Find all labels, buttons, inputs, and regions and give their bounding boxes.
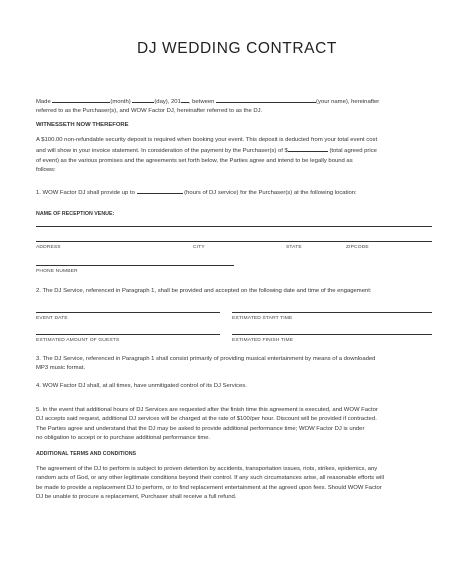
made-blank[interactable] [52,96,110,103]
clause-2: 2. The DJ Service, referenced in Paragraph 1, shall be provided and accepted on the following date and time of the engagement: [36,288,372,294]
clause-5-line-3: The Parties agree and understand that the DJ may be asked to provide additional performance time; WOW Factor DJ is under [36,425,365,432]
total-price-blank[interactable] [288,145,328,152]
clause-1-end: (hours of DJ service) for the Purchaser(s) at the following location: [184,190,357,196]
made-label: Made [36,99,51,105]
year-blank[interactable] [181,96,189,103]
additional-line-2: random acts of God, or any other legitimate conditions beyond their control. If any such circumstances arise, all reasonable efforts will [36,475,384,482]
finish-time-label: ESTIMATED FINISH TIME [232,338,294,343]
clause-5-line-1: 5. In the event that additional hours of DJ Services are requested after the finish time this agreement is executed, and WOW Factor [36,407,378,413]
total-price-label: (total agreed price [329,148,377,155]
address-line[interactable] [36,241,432,242]
start-time-line[interactable] [232,312,432,313]
clause-3-line-1: 3. The DJ Service, referenced in Paragraph 1 shall consist primarily of providing musical entertainment by means of a downloaded [36,356,376,362]
clause-1-start: 1. WOW Factor DJ shall provide up to [36,190,135,196]
finish-time-line[interactable] [232,334,432,335]
additional-terms-heading: ADDITIONAL TERMS AND CONDITIONS [36,451,137,457]
clause-1 [36,187,440,198]
guests-line[interactable] [36,334,220,335]
witnesseth-heading: WITNESSETH NOW THEREFORE [36,122,129,128]
venue-name-line[interactable] [36,226,432,227]
additional-line-1: The agreement of the DJ to perform is subject to proven detention by accidents, transportation issues, riots, strikes, epidemics, any [36,466,378,472]
guests-label: ESTIMATED AMOUNT OF GUESTS [36,338,120,343]
intro-line-2: referred to as the Purchaser(s), and WOW Factor DJ, hereinafter referred to as the DJ. [36,108,263,115]
zipcode-label: ZIPCODE [346,245,369,250]
phone-line[interactable] [36,265,234,266]
day-blank[interactable] [132,96,154,103]
deposit-paragraph [36,136,440,175]
your-name-label: (your name), hereinafter [316,99,380,105]
address-label: ADDRESS [36,245,61,250]
state-label: STATE [286,245,302,250]
clause-5 [36,406,440,443]
start-time-label: ESTIMATED START TIME [232,316,293,321]
clause-4: 4. WOW Factor DJ shall, at all times, have unmitigated control of its DJ Services. [36,383,247,389]
month-label: (month) [110,99,131,105]
hours-blank[interactable] [137,187,183,194]
event-date-line[interactable] [36,312,220,313]
event-date-label: EVENT DATE [36,316,68,321]
deposit-line-4: follows: [36,166,56,173]
additional-terms [36,465,440,502]
deposit-line-1: A $100.00 non-refundable security deposit is required when booking your event. This deposit is deducted from your total event cost [36,137,378,143]
reception-venue-heading: NAME OF RECEPTION VENUE: [36,211,115,217]
intro-line-1 [36,96,440,107]
deposit-line-3: of event) as the various promises and the agreements set forth below, the Parties agree and intend to be legally bound as [36,157,353,164]
additional-line-3: be made to provide a replacement DJ to perform, or to find replacement entertainment at the agreed upon fees. Should WOW Factor [36,484,382,491]
clause-5-line-2: DJ accepts said request, additional DJ services will be charged at the rate of $100/per hour. Discount will be provided if contracted. [36,416,377,423]
city-label: CITY [193,245,205,250]
intro-paragraph [36,96,440,117]
contract-title: DJ WEDDING CONTRACT [137,40,337,57]
purchaser-name-blank[interactable] [216,96,316,103]
deposit-line-2 [36,145,440,156]
day-label: (day), 201 [154,99,181,105]
phone-label: PHONE NUMBER [36,269,78,274]
deposit-line-2-text: and will show in your invoice statement. In consideration of the payment by the Purchaser(s) of $ [36,148,288,155]
clause-3 [36,355,440,374]
clause-3-line-2: MP3 music format. [36,365,86,372]
clause-5-line-4: no obligation to accept or to purchase additional performance time. [36,434,211,441]
between-label: , between [188,99,215,105]
additional-line-4: DJ be unable to procure a replacement, Purchaser shall receive a full refund. [36,493,237,500]
